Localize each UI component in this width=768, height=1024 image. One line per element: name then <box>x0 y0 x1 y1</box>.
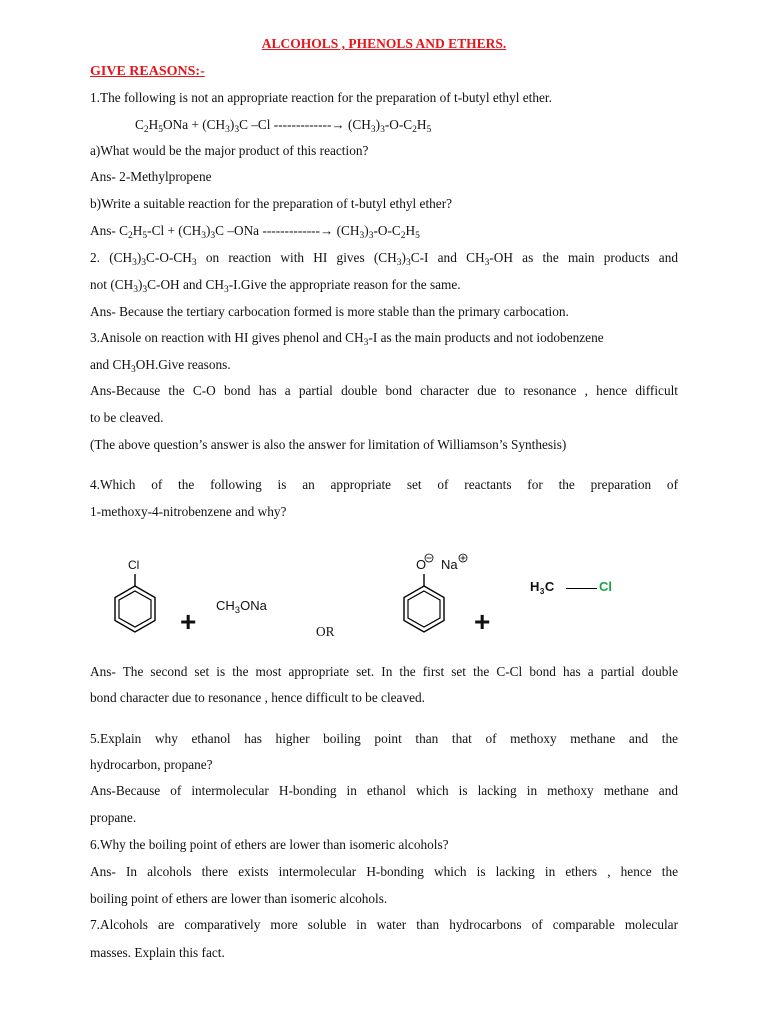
question-3-line-2: and $CH_3OH.Give$ reasons. <box>90 357 231 375</box>
reaction-1: $C_2H_5ONa + (CH_3)_3C$ –Cl -------------→ $(CH_3)_3-O-C_2H_5$ <box>135 117 432 135</box>
question-4-line-2: 1-methoxy-4-nitrobenzene and why? <box>90 504 287 519</box>
note-3: (The above question’s answer is also the answer for limitation of Williamson’s Synthesis) <box>90 437 567 452</box>
question-1: 1.The following is not an appropriate reaction for the preparation of t-butyl ethyl ether. <box>90 90 552 105</box>
question-2-line-1: 2. $(CH_3)_3C-O-CH_3$ on reaction with HI gives $(CH_3)_3C-I$ and $CH_3-OH$ as the main products and <box>90 250 679 268</box>
chloro-label: Cl <box>128 558 140 572</box>
methyl-label: $H_3C$ <box>530 579 555 596</box>
question-1a: a)What would be the major product of this reaction? <box>90 143 369 158</box>
answer-1a: Ans- 2-Methylpropene <box>90 169 212 184</box>
question-2-line-2: not $(CH_3)_3C-OH$ and $CH_3-I.Give$ the appropriate reason for the same. <box>90 277 461 295</box>
answer-2: Ans- Because the tertiary carbocation formed is more stable than the primary carbocation. <box>90 304 569 319</box>
chlorobenzene-structure <box>100 560 170 640</box>
positive-charge-icon <box>458 553 468 563</box>
sodium-label: Na <box>441 557 458 572</box>
question-3-line-1: 3.Anisole on reaction with HI gives phenol and $CH_3-I$ as the main products and not iodobenzene <box>90 330 604 348</box>
answer-4-line-2: bond character due to resonance , hence difficult to be cleaved. <box>90 690 425 705</box>
answer-1b: Ans- $C_2H_5-Cl + (CH_3)_3C$ –ONa -------------→ $(CH_3)_3-O-C_2H_5$ <box>90 223 420 241</box>
answer-5-line-2: propane. <box>90 810 137 825</box>
sodium-methoxide-label: $CH_3ONa$ <box>216 598 267 616</box>
oxygen-label: O <box>416 557 427 572</box>
question-4-line-1: 4.Which of the following is an appropriate set of reactants for the preparation of <box>90 477 678 492</box>
answer-3-line-2: to be cleaved. <box>90 410 164 425</box>
question-5-line-1: 5.Explain why ethanol has higher boiling point than that of methoxy methane and the <box>90 731 678 746</box>
question-6: 6.Why the boiling point of ethers are lower than isomeric alcohols? <box>90 837 449 852</box>
answer-6-line-1: Ans- In alcohols there exists intermolecular H-bonding which is lacking in ethers , hence the <box>90 864 678 879</box>
plus-sign-2: + <box>474 606 491 637</box>
section-heading: GIVE REASONS:- <box>90 64 205 79</box>
negative-charge-icon <box>424 553 434 563</box>
chlorine-label: Cl <box>599 579 612 594</box>
answer-6-line-2: boiling point of ethers are lower than isomeric alcohols. <box>90 891 388 906</box>
question-7-line-2: masses. Explain this fact. <box>90 945 225 960</box>
or-label: OR <box>316 624 335 639</box>
carbon-chlorine-bond <box>566 588 597 589</box>
question-5-line-2: hydrocarbon, propane? <box>90 757 213 772</box>
answer-4-line-1: Ans- The second set is the most appropriate set. In the first set the C-Cl bond has a partial double <box>90 664 678 679</box>
question-1b: b)Write a suitable reaction for the preparation of t-butyl ethyl ether? <box>90 196 453 211</box>
answer-5-line-1: Ans-Because of intermolecular H-bonding in ethanol which is lacking in methoxy methane and <box>90 783 678 798</box>
plus-sign-1: + <box>180 606 197 637</box>
sodium-phenoxide-structure <box>392 560 462 640</box>
question-7-line-1: 7.Alcohols are comparatively more soluble in water than hydrocarbons of comparable molecular <box>90 917 678 932</box>
page-title: ALCOHOLS , PHENOLS AND ETHERS. <box>261 36 507 51</box>
answer-3-line-1: Ans-Because the C-O bond has a partial double bond character due to resonance , hence difficult <box>90 383 678 398</box>
